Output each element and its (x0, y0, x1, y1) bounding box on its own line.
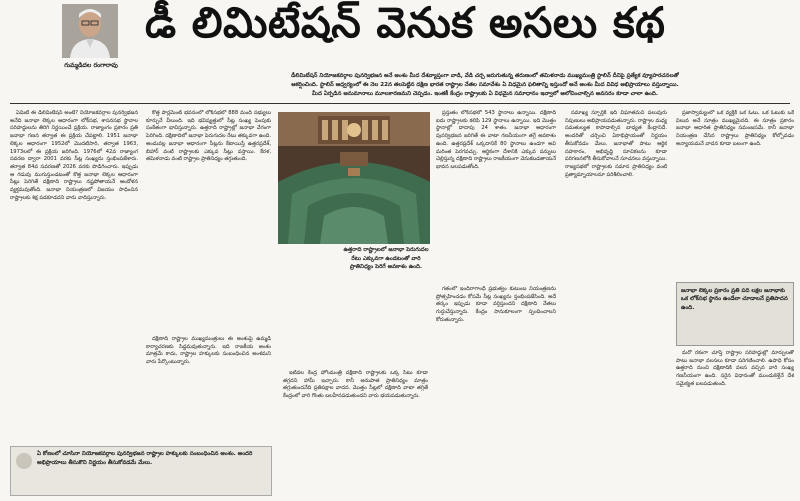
article-column (10, 110, 138, 440)
standfirst (185, 72, 785, 100)
author-photo (62, 4, 118, 58)
headline: డీ లిమిటేషన్ వెనుక అసలు కథ (145, 0, 666, 47)
paragraph: ఏమిటి ఈ డీలిమిటేషన్ అంటే? నియోజకవర్గాల పునర్విభజన అనేది జనాభా లెక్కల ఆధారంగా లోక్‌సభ, శాసనసభ స్థానాల సరిహద్దులను తిరిగి నిర్ణయించే ప్రక్రియ. రాజ్యాంగం ప్రకారం ప్రతి జనాభా గణన తర్వాత ఈ ప్రక్రియ చేపట్టాలి. 1951 జనాభా లెక్కల ఆధారంగా 1952లో మొదటిసారి, తర్వాత 1963, 1973లలో ఈ ప్రక్రియ జరిగింది. 1976లో 42వ రాజ్యాంగ సవరణ ద్వారా 2001 వరకు సీట్ల సంఖ్యను స్తంభింపజేశారు. తర్వాత 84వ సవరణతో 2026 వరకు పొడిగించారు. ఇప్పుడు ఆ గడువు ముగుస్తుండటంతో కొత్త జనాభా లెక్కల ఆధారంగా సీట్లు పెరిగితే దక్షిణాది రాష్ట్రాలు నష్టపోతాయనే ఆందోళన వ్యక్తమవుతోంది. జనాభా నియంత్రణలో విజయం సాధించిన రాష్ట్రాలకు శిక్ష పడకూడదని వారు వాదిస్తున్నారు. (10, 110, 138, 201)
paragraph: దక్షిణాది రాష్ట్రాల ముఖ్యమంత్రులు ఈ అంశంపై ఉమ్మడి కార్యాచరణకు సిద్ధమవుతున్నారు. ఇది రాజకీయ అంశం మాత్రమే కాదు, రాష్ట్రాల హక్కులకు సంబంధించిన అంశమని వారు పేర్కొంటున్నారు. (146, 336, 271, 366)
paragraph: మరో రకంగా చూస్తే రాష్ట్రాల సరిహద్దుల్లో మార్పులతో పాటు జనాభా వలసలు కూడా పరిగణించాలి. ఉపాధి కోసం ఉత్తరాది నుంచి దక్షిణాదికి వలస వచ్చిన వారి సంఖ్య గణనీయంగా ఉంది. సరైన విధానంతో ముందుకెళ్తేనే దేశ సమైక్యత బలపడుతుంది. (676, 350, 794, 387)
pull-quote: ఉత్తరాది రాష్ట్రాలలో జనాభా పెరుగుదల రేటు ఎక్కువగా ఉండటంతో వారి ప్రాతినిధ్యం పెరిగే అవకాశం ఉంది. (343, 247, 429, 271)
standfirst-line: ఆకర్షించింది. స్టాలిన్ ఆధ్వర్యంలో ఈ నెల 22న తలపెట్టిన దక్షిణ భారత రాష్ట్రాల నేతల సమావేశం ఏ విధమైన ఫలితాన్ని ఇస్తుందో అనే అంశం మీద వివిధ అభిప్రాయాలు వస్తున్నాయి. (291, 82, 679, 89)
article-column (283, 370, 428, 495)
article-column (676, 110, 794, 280)
paragraph: ప్రస్తుతం లోక్‌సభలో 543 స్థానాలు ఉన్నాయి. దక్షిణాది ఐదు రాష్ట్రాలకు కలిపి 129 స్థానాలు ఉన్నాయి. ఇది మొత్తం స్థానాల్లో దాదాపు 24 శాతం. జనాభా ఆధారంగా పునర్విభజన జరిగితే ఈ వాటా గణనీయంగా తగ్గే అవకాశం ఉంది. ఉత్తరప్రదేశ్ ఒక్కదానికే 80 స్థానాలు ఉండగా అవి మరింత పెరగవచ్చు. ఆర్థికంగా దేశానికి ఎక్కువ పన్నులు చెల్లిస్తున్న దక్షిణాది రాష్ట్రాలు రాజకీయంగా వెనుకబడతాయనే భావన బలపడుతోంది. (436, 110, 556, 170)
paragraph: ప్రజాస్వామ్యంలో ఒక వ్యక్తికి ఒక ఓటు, ఒక ఓటుకు ఒకే విలువ అనే సూత్రం ముఖ్యమైనది. ఈ సూత్రం ప్రకారం జనాభా ఆధారిత ప్రాతినిధ్యం సమంజసమే. కానీ జనాభా నియంత్రణ చేసిన రాష్ట్రాలు ప్రాతినిధ్యం కోల్పోవడం అన్యాయమనే వాదన కూడా బలంగా ఉంది. (676, 110, 794, 147)
paragraph: గతంలో ఇందిరాగాంధీ ప్రభుత్వం కుటుంబ నియంత్రణను ప్రోత్సహించడం కోసమే సీట్ల సంఖ్యను స్తంభింపజేసింది. అదే తర్కం ఇప్పుడు కూడా వర్తిస్తుందని దక్షిణాది నేతలు గుర్తుచేస్తున్నారు. కేంద్రం సానుకూలంగా స్పందించాలని కోరుతున్నారు. (436, 286, 556, 323)
info-box: జనాభా లెక్కల ప్రకారం ప్రతి పది లక్షల జనాభాకు ఒక లోక్‌సభ స్థానం ఉండేలా చూడాలనే ప్రతిపాదన ఉంది. (676, 282, 794, 346)
standfirst-line: మీద ఏర్పడిన అనుమానాలు మూలకారణమని చెప్పడం. ఇంతకీ కేంద్రం రాష్ట్రాలకు ఏ విధమైన సమాధానం ఇవ్వాలో ఆలోచించాల్సిన అవసరం కూడా చాలా ఉంది. (312, 91, 658, 98)
standfirst-line: డీలిమిటేషన్ నియోజకవర్గాల పునర్విభజన అనే అంశం మీద దేశవ్యాప్తంగా వాడి, వేడి చర్చ జరుగుతున్న తరుణంలో తమిళనాడు ముఖ్యమంత్రి స్టాలిన్ దీనిపై ప్రత్యేక వ్యూహరచనలతో (291, 73, 679, 79)
header-divider (10, 103, 790, 104)
parliament-photo (278, 112, 430, 244)
author-name: గుమ్మడిదల రంగారావు (64, 62, 118, 69)
paragraph: కొత్త పార్లమెంట్ భవనంలో లోక్‌సభలో 888 మంది సభ్యులు కూర్చునే వీలుంది. ఇది భవిష్యత్తులో సీట్ల సంఖ్య పెంపుకు సంకేతంగా భావిస్తున్నారు. ఉత్తరాది రాష్ట్రాల్లో జనాభా వేగంగా పెరిగింది. దక్షిణాదిలో జనాభా పెరుగుదల రేటు తక్కువగా ఉంది. అందువల్ల జనాభా ఆధారంగా సీట్లను కేటాయిస్తే ఉత్తరప్రదేశ్, బిహార్ వంటి రాష్ట్రాలకు ఎక్కువ సీట్లు వస్తాయి. కేరళ, తమిళనాడు వంటి రాష్ట్రాల ప్రాతినిధ్యం తగ్గుతుంది. (146, 110, 271, 163)
article-column (146, 110, 271, 332)
article-column (676, 350, 794, 495)
article-column (436, 286, 556, 495)
paragraph: ఇటీవల కేంద్ర హోంమంత్రి దక్షిణాది రాష్ట్రాలకు ఒక్క సీటు కూడా తగ్గదని హామీ ఇచ్చారు. కానీ అనుపాత ప్రాతినిధ్యం మాత్రం తగ్గుతుందనేది ప్రతిపక్షాల వాదన. మొత్తం సీట్లలో దక్షిణాది వాటా తగ్గితే కేంద్రంలో వారి గొంతు బలహీనపడుతుందని వారు భయపడుతున్నారు. (283, 370, 428, 400)
highlight-box (10, 446, 272, 496)
article-column (565, 110, 667, 495)
bullet-icon (16, 453, 32, 469)
highlight-text: ఏ కోణంలో చూసినా నియోజకవర్గాల పునర్విభజన రాష్ట్రాల హక్కులకు సంబంధించిన అంశం. అందరి అభిప్రాయాలు తీసుకొని నిర్ణయం తీసుకోవడమే మేలు. (37, 451, 253, 466)
paragraph: సమాఖ్య స్ఫూర్తికి ఇది విఘాతమని పలువురు నిపుణులు అభిప్రాయపడుతున్నారు. రాష్ట్రాల మధ్య సమతుల్యత కాపాడాల్సిన బాధ్యత కేంద్రానిదే. అందరితో చర్చించి ఏకాభిప్రాయంతో నిర్ణయం తీసుకోవడం మేలు. జనాభాతో పాటు ఆర్థిక సహకారం, అభివృద్ధి సూచికలను కూడా పరిగణనలోకి తీసుకోవాలనే సూచనలు వస్తున్నాయి. రాజ్యసభలో రాష్ట్రాలకు సమాన ప్రాతినిధ్యం వంటి ప్రత్యామ్నాయాలనూ పరిశీలించాలి. (565, 110, 667, 178)
